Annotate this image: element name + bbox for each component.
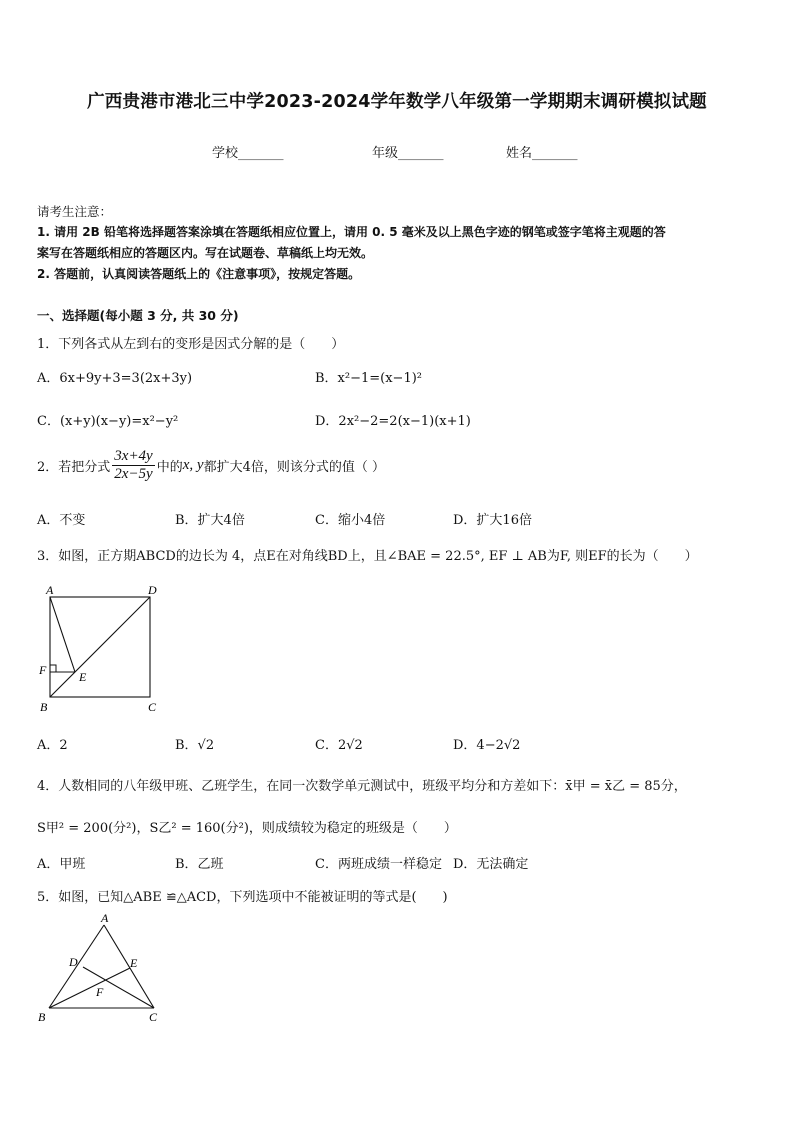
label-f: F <box>39 663 47 677</box>
segment-be <box>49 968 130 1008</box>
q2-denominator: 2x−5y <box>114 466 153 482</box>
side-ac <box>104 925 154 1008</box>
q1-option-b: B．x²−1=(x−1)² <box>315 371 423 386</box>
question-3-stem: 3．如图，正方期ABCD的边长为 4，点E在对角线BD上，且∠BAE = 22.5°, EF ⊥ AB为F, 则EF的长为（ ） <box>37 549 698 564</box>
notice-line-2: 2. 答题前，认真阅读答题纸上的《注意事项》，按规定答题。 <box>37 267 361 281</box>
q2-fraction <box>112 448 154 483</box>
label-b: B <box>38 1010 46 1024</box>
label-f: F <box>96 985 104 999</box>
label-e: E <box>79 670 87 684</box>
diagonal-bd <box>50 597 150 697</box>
q2-vars: x, y <box>182 457 204 473</box>
question-4-stem-2: S甲² = 200(分²)，S乙² = 160(分²)，则成绩较为稳定的班级是（ ） <box>37 821 457 836</box>
q2-stem-pre: 2．若把分式 <box>37 460 111 475</box>
question-4-stem: 4．人数相同的八年级甲班、乙班学生，在同一次数学单元测试中，班级平均分和方差如下：x̄甲 = x̄乙 = 85分， <box>37 779 687 794</box>
label-e: E <box>130 956 138 970</box>
question-2-stem <box>37 448 385 483</box>
q5-triangle-figure <box>36 911 166 1027</box>
notice-line-1b: 案写在答题纸相应的答题区内。写在试题卷、草稿纸上均无效。 <box>37 246 374 260</box>
q2-option-d: D．扩大16倍 <box>453 513 532 528</box>
q2-option-c: C．缩小4倍 <box>315 513 386 528</box>
name-field: 姓名_______ <box>506 146 578 161</box>
label-c: C <box>148 700 157 714</box>
q4-option-a: A．甲班 <box>37 857 86 872</box>
q2-stem-post: 都扩大4倍，则该分式的值（ ） <box>203 460 385 475</box>
question-5-stem: 5．如图，已知△ABE ≌△ACD，下列选项中不能被证明的等式是( ) <box>37 890 448 905</box>
section-heading: 一、选择题(每小题 3 分, 共 30 分) <box>37 308 239 323</box>
q3-option-c: C．2√2 <box>315 738 363 753</box>
q3-option-d: D．4−2√2 <box>453 738 521 753</box>
label-c: C <box>149 1010 158 1024</box>
question-1-stem: 1．下列各式从左到右的变形是因式分解的是（ ） <box>37 337 345 352</box>
right-angle-mark <box>50 665 56 672</box>
q3-option-a: A．2 <box>37 738 68 753</box>
q4-option-b: B．乙班 <box>175 857 224 872</box>
q2-option-b: B．扩大4倍 <box>175 513 245 528</box>
notice-heading: 请考生注意： <box>37 204 113 219</box>
q3-square-figure <box>36 583 166 715</box>
q2-stem-mid: 中的 <box>156 460 183 475</box>
segment-ae <box>50 597 75 672</box>
page-title: 广西贵港市港北三中学2023-2024学年数学八年级第一学期期末调研模拟试题 <box>87 92 707 112</box>
label-a: A <box>46 583 54 597</box>
school-field: 学校_______ <box>212 146 284 161</box>
q4-option-c: C．两班成绩一样稳定 <box>315 857 442 872</box>
q2-option-a: A．不变 <box>37 513 86 528</box>
label-a: A <box>101 911 109 925</box>
q2-numerator: 3x+4y <box>114 448 153 464</box>
q1-option-a: A．6x+9y+3=3(2x+3y) <box>37 371 193 386</box>
grade-field: 年级_______ <box>372 146 444 161</box>
label-b: B <box>40 700 48 714</box>
q1-option-d: D．2x²−2=2(x−1)(x+1) <box>315 414 471 429</box>
q1-option-c: C．(x+y)(x−y)=x²−y² <box>37 414 179 429</box>
q4-option-d: D．无法确定 <box>453 857 529 872</box>
label-d: D <box>69 955 78 969</box>
label-d: D <box>148 583 157 597</box>
q3-option-b: B．√2 <box>175 738 215 753</box>
notice-line-1a: 1. 请用 2B 铅笔将选择题答案涂填在答题纸相应位置上，请用 0. 5 毫米及以上黑色字迹的钢笔或签字笔将主观题的答 <box>37 225 666 239</box>
